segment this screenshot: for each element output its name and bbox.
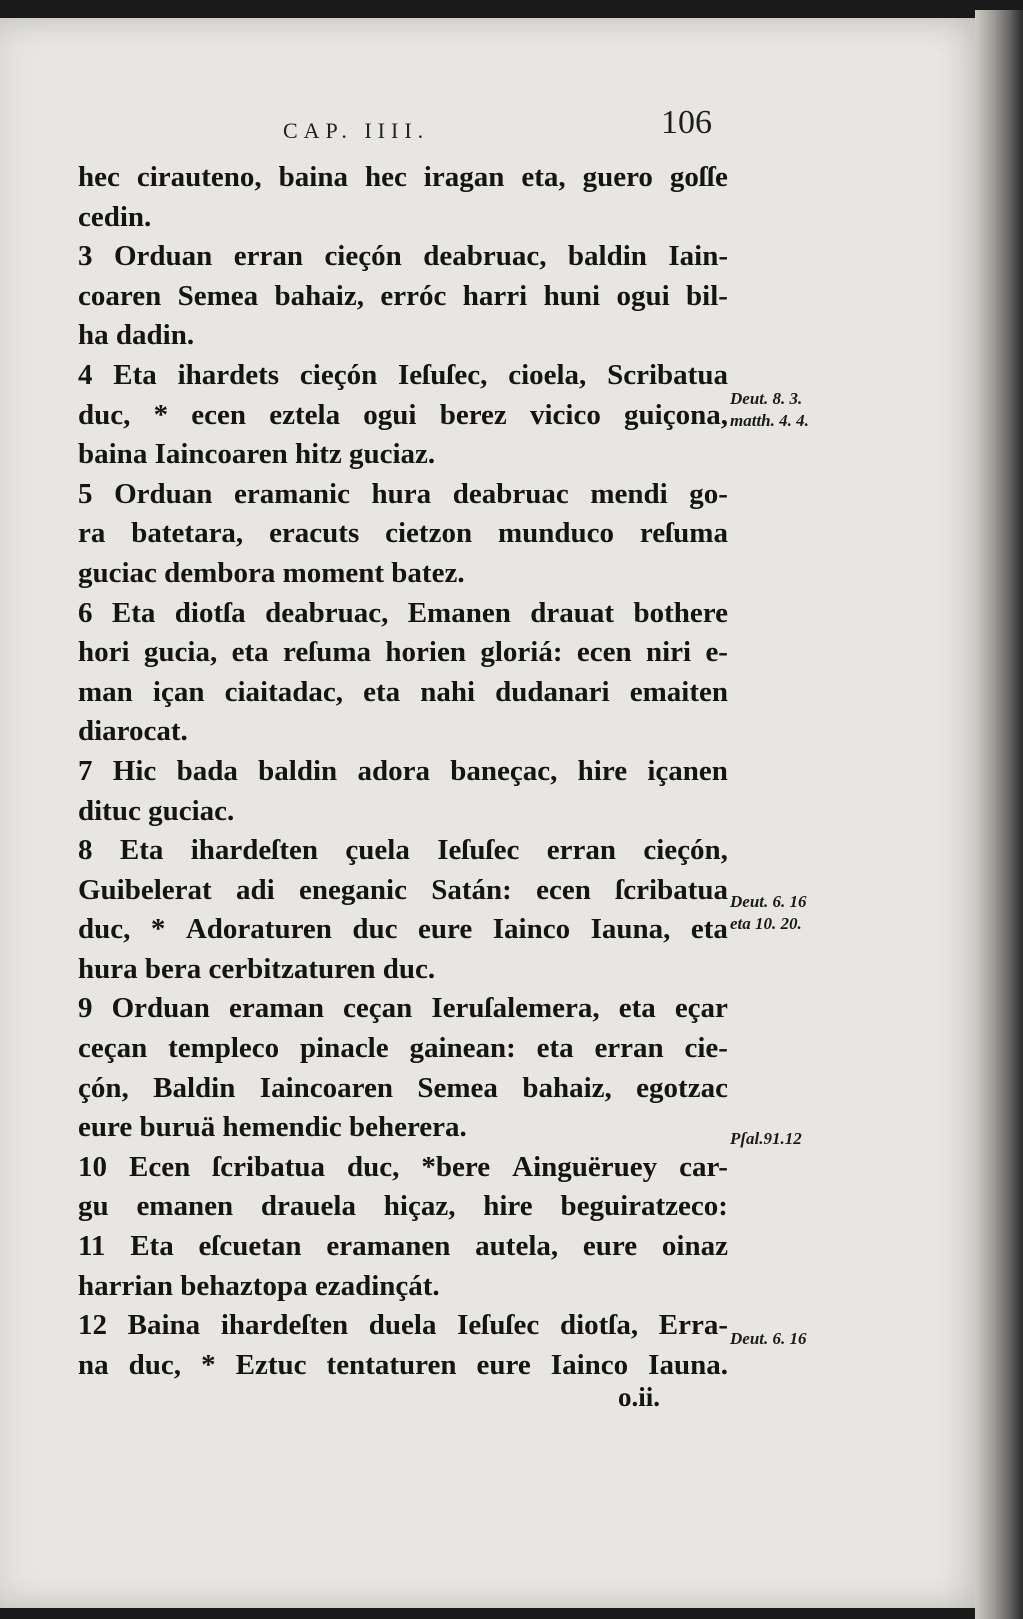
text-line: harrian behaztopa ezadinçát. — [78, 1269, 440, 1302]
text-line: guciac dembora moment batez. — [78, 556, 465, 589]
text-line: çón, Baldin Iaincoaren Semea bahaiz, egotzac — [78, 1071, 728, 1104]
running-head: CAP. IIII. — [283, 118, 430, 143]
text-line: na duc, * Eztuc tentaturen eure Iainco Iauna. — [78, 1348, 728, 1381]
margin-note — [730, 1128, 802, 1150]
text-line: baina Iaincoaren hitz guciaz. — [78, 438, 436, 471]
text-line: hori gucia, eta reſuma horien gloriá: ecen niri e- — [78, 636, 728, 669]
text-line: diarocat. — [78, 715, 188, 748]
body-text — [78, 158, 728, 1385]
text-line: ceçan templeco pinacle gainean: eta erran cie- — [78, 1032, 728, 1065]
margin-note — [730, 891, 807, 935]
margin-note — [730, 1328, 807, 1350]
text-line: man içan ciaitadac, eta nahi dudanari emaiten — [78, 675, 728, 708]
text-line: 12 Baina ihardeſten duela Ieſuſec diotſa, Erra- — [78, 1309, 728, 1342]
margin-note — [730, 388, 809, 432]
margin-note-line: matth. 4. 4. — [730, 411, 809, 430]
text-line: coaren Semea bahaiz, erróc harri huni ogui bil- — [78, 279, 728, 312]
page-number: 106 — [661, 104, 712, 141]
page-edge — [975, 10, 1023, 1619]
text-line: hura bera cerbitzaturen duc. — [78, 952, 436, 985]
margin-note-line: Pſal.91.12 — [730, 1129, 802, 1148]
text-line: 9 Orduan eraman ceçan Ieruſalemera, eta eçar — [78, 992, 728, 1025]
text-line: 7 Hic bada baldin adora baneçac, hire içanen — [78, 754, 728, 787]
text-line: ha dadin. — [78, 319, 195, 352]
text-line: duc, * ecen eztela ogui berez vicico guiçona, — [78, 398, 728, 431]
page-header — [0, 104, 985, 154]
text-line: duc, * Adoraturen duc eure Iainco Iauna, eta — [78, 913, 728, 946]
text-line: dituc guciac. — [78, 794, 235, 827]
text-line: hec cirauteno, baina hec iragan eta, guero goſſe — [78, 161, 728, 193]
text-line: Guibelerat adi eneganic Satán: ecen ſcribatua — [78, 873, 728, 906]
text-line: 10 Ecen ſcribatua duc, *bere Ainguëruey car- — [78, 1150, 728, 1183]
book-page — [0, 18, 985, 1608]
text-line: ra batetara, eracuts cietzon munduco reſuma — [78, 517, 728, 550]
text-line: 3 Orduan erran cieçón deabruac, baldin Iain- — [78, 240, 728, 273]
margin-note-line: Deut. 6. 16 — [730, 892, 807, 911]
text-line: 6 Eta diotſa deabruac, Emanen drauat bothere — [78, 596, 728, 629]
margin-note-line: Deut. 8. 3. — [730, 389, 803, 408]
text-line: gu emanen drauela hiçaz, hire beguiratzeco: — [78, 1190, 728, 1223]
text-line: 8 Eta ihardeſten çuela Ieſuſec erran cieçón, — [78, 834, 728, 867]
text-line: 5 Orduan eramanic hura deabruac mendi go- — [78, 477, 728, 510]
text-line: eure buruä hemendic beherera. — [78, 1111, 467, 1144]
signature-mark: o.ii. — [618, 1382, 661, 1412]
text-line: 11 Eta eſcuetan eramanen autela, eure oinaz — [78, 1230, 728, 1263]
text-line: cedin. — [78, 200, 152, 233]
margin-note-line: eta 10. 20. — [730, 914, 802, 933]
text-line: 4 Eta ihardets cieçón Ieſuſec, cioela, Scribatua — [78, 358, 728, 391]
margin-note-line: Deut. 6. 16 — [730, 1329, 807, 1348]
